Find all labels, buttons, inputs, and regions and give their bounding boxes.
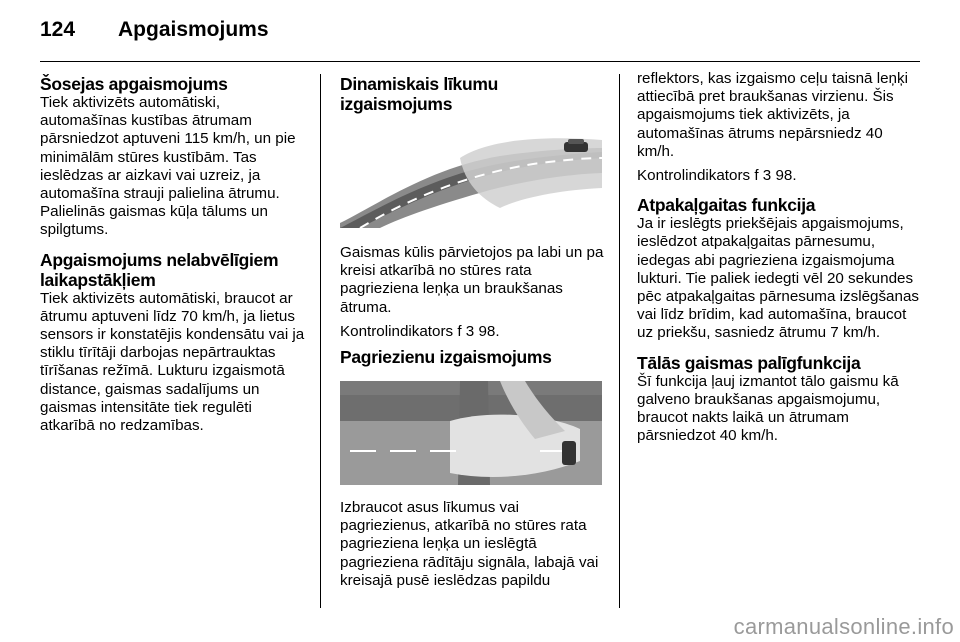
section-cornering-lighting bbox=[340, 347, 604, 590]
header-rule bbox=[40, 61, 920, 62]
section-high-beam-assist bbox=[637, 353, 923, 446]
indicator-reference: Kontrolindikators f 3 98. bbox=[637, 167, 797, 185]
section-body: Ja ir ieslēgts priekšējais apgaismojums, ieslēdzot atpakaļgaitas pārnesumu, iedegas abi pagrieziena izgaismojuma lukturi. Tie paliek iedegti vēl 20 sekundes pēc atpakaļgaitas pārnesuma izslēgšanas vai līdz brīdim, kad automašīna, braucot uz priekšu, sasniedz ātrumu 7 km/h. bbox=[637, 215, 919, 342]
continued-body: reflektors, kas izgaismo ceļu taisnā leņķi attiecībā pret braukšanas virzienu. Šis apgaismojums tiek aktivizēts, ja automašīnas ātrums nepārsniedz 40 km/h. bbox=[637, 70, 908, 160]
indicator-reference: Kontrolindikators f 3 98. bbox=[340, 322, 500, 340]
section-title: Pagriezienu izgaismojums bbox=[340, 347, 552, 368]
page-header bbox=[40, 18, 920, 48]
section-body: Tiek aktivizēts automātiski, braucot ar ātrumu aptuveni līdz 70 km/h, ja lietus sensors ir konstatējis kondensātu vai ja stiklu tīrītāji darbojas nepārtrauktas tīrīšanas režīmā. Lukturu izgaismotā distance, gaismas sadalījums un gaismas intensitāte tiek regulēti atkarībā no redzamības. bbox=[40, 289, 305, 435]
curve-lighting-illustration bbox=[340, 128, 602, 228]
section-highway-lighting bbox=[40, 74, 305, 240]
section-body: Izbraucot asus līkumus vai pagriezienus, atkarībā no stūres rata pagrieziena leņķa un ieslēgtā pagrieziena rādītāju signāla, labajā vai kreisajā pusē ieslēdzas papildu bbox=[340, 499, 599, 589]
section-title: Tālās gaismas palīgfunkcija bbox=[637, 352, 861, 373]
section-dynamic-curve-lighting bbox=[340, 74, 604, 341]
cornering-lighting-illustration bbox=[340, 381, 602, 485]
column-2 bbox=[340, 70, 604, 596]
section-body: Šī funkcija ļauj izmantot tālo gaismu kā galveno braukšanas apgaismojumu, braucot nakts laikā un ātrumam pārsniedzot 40 km/h. bbox=[637, 372, 899, 445]
section-reversing-function bbox=[637, 195, 923, 342]
column-3 bbox=[637, 70, 923, 455]
page-number: 124 bbox=[40, 18, 76, 41]
column-1 bbox=[40, 70, 305, 445]
section-adverse-weather bbox=[40, 250, 305, 436]
section-title: Atpakaļgaitas funkcija bbox=[637, 195, 816, 216]
section-body: Gaismas kūlis pārvietojos pa labi un pa kreisi atkarībā no stūres rata pagrieziena leņķa un braukšanas ātruma. bbox=[340, 244, 604, 316]
section-title: Šosejas apgaismojums bbox=[40, 74, 228, 94]
section-title: Apgaismojums nelabvēlīgiem laikapstākļiem bbox=[40, 249, 279, 290]
watermark: carmanualsonline.info bbox=[733, 614, 954, 639]
column-divider-1 bbox=[320, 74, 321, 608]
column-divider-2 bbox=[619, 74, 620, 608]
section-body: Tiek aktivizēts automātiski, automašīnas kustības ātrumam pārsniedzot aptuveni 115 km/h, un pie minimālām stūres kustībām. Tas ieslēdzas ar aizkavi vai uzreiz, ja automašīna strauji palielina ātrumu. Palielinās gaismas kūļa tālums un spilgtums. bbox=[40, 94, 296, 239]
chapter-title: Apgaismojums bbox=[118, 18, 269, 41]
section-title: Dinamiskais līkumu izgaismojums bbox=[340, 74, 498, 114]
